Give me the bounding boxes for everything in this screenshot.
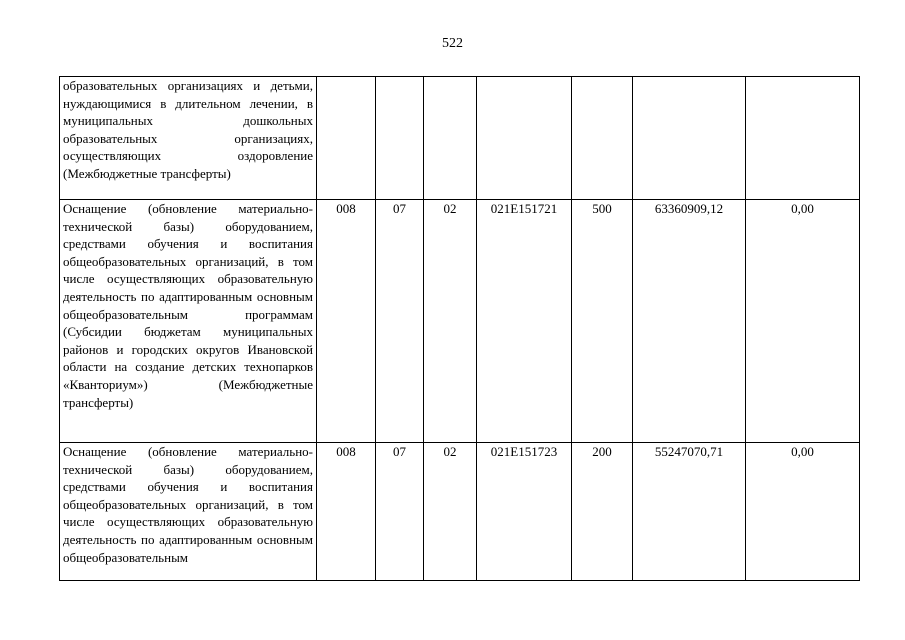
target-article-cell [477,77,572,200]
ministry-code-cell: 008 [317,443,376,581]
expense-type-cell: 200 [572,443,633,581]
subsection-code-cell: 02 [424,200,477,443]
page-number: 522 [442,36,463,51]
ministry-code-cell: 008 [317,200,376,443]
amount-2-cell [746,77,860,200]
budget-table [59,76,860,581]
target-article-cell: 021E151723 [477,443,572,581]
amount-1-cell [633,77,746,200]
expense-type-cell: 500 [572,200,633,443]
section-code-cell: 07 [376,200,424,443]
ministry-code-cell [317,77,376,200]
amount-2-cell: 0,00 [746,443,860,581]
section-code-cell [376,77,424,200]
row-description: образовательных организациях и детьми, нуждающимися в длительном лечении, в муниципальных дошкольных образовательных организациях, осуществляющих оздоровление (Межбюджетные трансферты) [60,77,317,200]
section-code-cell: 07 [376,443,424,581]
table-row [60,77,860,200]
amount-1-cell: 63360909,12 [633,200,746,443]
table-row [60,443,860,581]
subsection-code-cell [424,77,477,200]
amount-1-cell: 55247070,71 [633,443,746,581]
subsection-code-cell: 02 [424,443,477,581]
target-article-cell: 021E151721 [477,200,572,443]
table-row [60,200,860,443]
row-description: Оснащение (обновление материально-технической базы) оборудованием, средствами обучения и воспитания общеобразовательных организаций, в том числе осуществляющих образовательную деятельность по адаптированным основным общеобразовательным [60,443,317,581]
amount-2-cell: 0,00 [746,200,860,443]
row-description: Оснащение (обновление материально-технической базы) оборудованием, средствами обучения и воспитания общеобразовательных организаций, в том числе осуществляющих образовательную деятельность по адаптированным основным общеобразовательным программам (Субсидии бюджетам муниципальных районов и городских округов Ивановской области на создание детских технопарков «Кванториум») (Межбюджетные трансферты) [60,200,317,443]
expense-type-cell [572,77,633,200]
